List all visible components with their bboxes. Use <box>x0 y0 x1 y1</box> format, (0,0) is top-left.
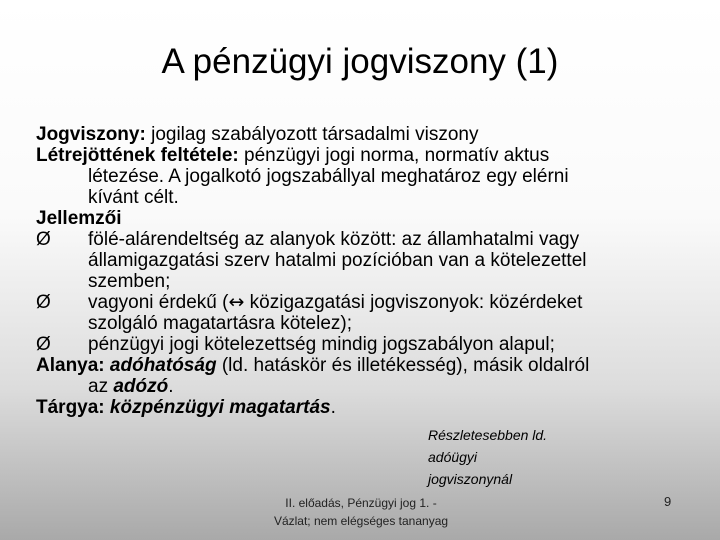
para-targya <box>36 397 696 418</box>
bullet-3-line1: pénzügyi jogi kötelezettség mindig jogszabályon alapul; <box>88 334 555 355</box>
term-adozo: adózó <box>113 376 169 397</box>
para-jogviszony <box>36 124 696 145</box>
bullet-2-line2: szolgáló magatartásra kötelez); <box>88 313 353 334</box>
slide-body <box>36 124 696 418</box>
bullet-arrow-icon: Ø <box>36 292 51 313</box>
bullet-1-line3: szemben; <box>88 271 171 292</box>
text-alanya-cont <box>36 376 696 397</box>
slide-title: A pénzügyi jogviszony (1) <box>161 42 559 81</box>
side-note <box>428 424 608 490</box>
text-letrejottenek: pénzügyi jogi norma, normatív aktus <box>238 145 550 166</box>
bullet-item-3 <box>36 334 696 355</box>
text-letrejottenek-cont2: kívánt célt. <box>88 187 179 208</box>
side-note-line2: adóügyi <box>428 449 478 465</box>
text-alanya-cont-pre: az <box>88 376 114 397</box>
slide-footer <box>245 494 477 530</box>
bullet-2-pre: vagyoni érdekű ( <box>88 292 229 313</box>
para-letrejottenek <box>36 145 696 208</box>
label-targya: Tárgya: <box>36 397 110 418</box>
side-note-line1: Részletesebben ld. <box>428 427 548 443</box>
text-jogviszony: jogilag szabályozott társadalmi viszony <box>145 124 479 145</box>
footer-line2: Vázlat; nem elégséges tananyag <box>273 514 449 528</box>
text-alanya-cont-post: . <box>168 376 174 397</box>
page-number: 9 <box>664 494 672 509</box>
para-alanya <box>36 355 696 397</box>
term-kozpenzugyi-magatartas: közpénzügyi magatartás <box>109 397 331 418</box>
double-arrow-icon: ↔ <box>228 291 245 313</box>
bullet-item-1 <box>36 229 696 292</box>
text-targya-post: . <box>330 397 336 418</box>
bullet-item-2 <box>36 292 696 334</box>
footer-line1: II. előadás, Pénzügyi jog 1. - <box>285 496 437 510</box>
bullet-1-line1: fölé-alárendeltség az alanyok között: az államhatalmi vagy <box>88 229 580 250</box>
term-adohatosag: adóhatóság <box>109 355 217 376</box>
bullet-arrow-icon: Ø <box>36 229 51 250</box>
label-jellemzoi: Jellemzői <box>36 208 122 229</box>
bullet-1-line2: államigazgatási szerv hatalmi pozícióban van a kötelezettel <box>88 250 587 271</box>
label-letrejottenek: Létrejöttének feltétele: <box>36 145 239 166</box>
text-letrejottenek-cont1: létezése. A jogalkotó jogszabállyal meghatároz egy elérni <box>88 166 569 187</box>
bullet-2-post: közigazgatási jogviszonyok: közérdeket <box>244 292 583 313</box>
text-alanya: (ld. hatáskör és illetékesség), másik oldalról <box>216 355 590 376</box>
side-note-line3: jogviszonynál <box>428 471 513 487</box>
label-alanya: Alanya: <box>36 355 110 376</box>
bullet-arrow-icon: Ø <box>36 334 51 355</box>
label-jogviszony: Jogviszony: <box>36 124 146 145</box>
